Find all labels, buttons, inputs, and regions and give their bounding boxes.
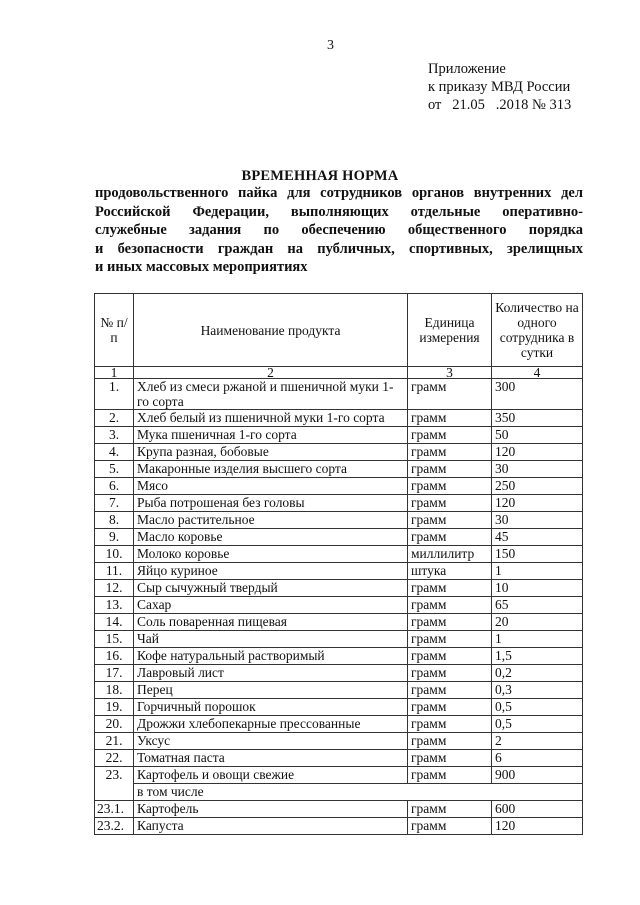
unit: грамм [408, 580, 492, 597]
product-name: Картофель и овощи свежие [134, 767, 408, 784]
including-row [95, 784, 583, 801]
product-name: Кофе натуральный растворимый [134, 648, 408, 665]
unit: грамм [408, 444, 492, 461]
quantity: 2 [492, 733, 583, 750]
product-name: Соль поваренная пищевая [134, 614, 408, 631]
unit: грамм [408, 529, 492, 546]
row-num: 13. [95, 597, 134, 614]
product-name: Томатная паста [134, 750, 408, 767]
table-row [95, 444, 583, 461]
row-num: 23. [95, 767, 134, 801]
column-index-row [95, 367, 583, 379]
appendix-line-2: к приказу МВД России [428, 79, 571, 95]
product-name: Картофель [134, 801, 408, 818]
unit: миллилитр [408, 546, 492, 563]
index-cell: 3 [408, 367, 492, 379]
table-row [95, 648, 583, 665]
table-row [95, 495, 583, 512]
product-name: Перец [134, 682, 408, 699]
index-cell: 1 [95, 367, 134, 379]
product-name: Хлеб из смеси ржаной и пшеничной муки 1-го сорта [134, 379, 408, 410]
table-row [95, 461, 583, 478]
row-num: 15. [95, 631, 134, 648]
product-name: Сыр сычужный твердый [134, 580, 408, 597]
product-name: Чай [134, 631, 408, 648]
table-row [95, 631, 583, 648]
header-qty: Количество на одного сотрудника в сутки [492, 294, 583, 367]
quantity: 0,3 [492, 682, 583, 699]
table-header-row [95, 294, 583, 367]
product-name: Макаронные изделия высшего сорта [134, 461, 408, 478]
ration-norm-table [94, 293, 583, 835]
unit: грамм [408, 733, 492, 750]
product-name: Лавровый лист [134, 665, 408, 682]
row-num: 10. [95, 546, 134, 563]
quantity: 350 [492, 410, 583, 427]
quantity: 1 [492, 631, 583, 648]
page-number: 3 [327, 38, 334, 53]
row-num: 12. [95, 580, 134, 597]
product-name: Дрожжи хлебопекарные прессованные [134, 716, 408, 733]
row-num: 18. [95, 682, 134, 699]
table-row [95, 699, 583, 716]
header-num: № п/п [95, 294, 134, 367]
quantity: 150 [492, 546, 583, 563]
subtitle-line: Российской Федерации, выполняющих отдельные оперативно- [95, 203, 583, 220]
table-row [95, 379, 583, 410]
table-row [95, 512, 583, 529]
quantity: 1,5 [492, 648, 583, 665]
unit: грамм [408, 512, 492, 529]
row-num: 20. [95, 716, 134, 733]
table-row [95, 801, 583, 818]
unit: штука [408, 563, 492, 580]
unit: грамм [408, 699, 492, 716]
unit: грамм [408, 614, 492, 631]
appendix-line-3: от 21.05 .2018 № 313 [428, 97, 572, 113]
table-row [95, 682, 583, 699]
row-num: 6. [95, 478, 134, 495]
product-name: Хлеб белый из пшеничной муки 1-го сорта [134, 410, 408, 427]
unit: грамм [408, 801, 492, 818]
subtitle-line: и иных массовых мероприятиях [95, 259, 308, 275]
table-row [95, 529, 583, 546]
product-name: Сахар [134, 597, 408, 614]
product-name: Капуста [134, 818, 408, 835]
table-row [95, 580, 583, 597]
row-num: 23.1. [95, 801, 134, 818]
table-row [95, 665, 583, 682]
unit: грамм [408, 682, 492, 699]
row-num: 11. [95, 563, 134, 580]
row-num: 2. [95, 410, 134, 427]
product-name: Крупа разная, бобовые [134, 444, 408, 461]
quantity: 50 [492, 427, 583, 444]
row-num: 14. [95, 614, 134, 631]
quantity: 0,2 [492, 665, 583, 682]
product-name: Рыба потрошеная без головы [134, 495, 408, 512]
table-row [95, 546, 583, 563]
appendix-block [428, 60, 571, 114]
table-row [95, 733, 583, 750]
quantity: 300 [492, 379, 583, 410]
table-row [95, 410, 583, 427]
quantity: 10 [492, 580, 583, 597]
document-title: ВРЕМЕННАЯ НОРМА [241, 168, 399, 184]
unit: грамм [408, 410, 492, 427]
unit: грамм [408, 648, 492, 665]
row-num: 1. [95, 379, 134, 410]
row-num: 3. [95, 427, 134, 444]
unit: грамм [408, 495, 492, 512]
unit: грамм [408, 665, 492, 682]
row-num: 23.2. [95, 818, 134, 835]
row-num: 4. [95, 444, 134, 461]
index-cell: 2 [134, 367, 408, 379]
table-row [95, 427, 583, 444]
product-name: Масло коровье [134, 529, 408, 546]
subtitle-line: продовольственного пайка для сотрудников органов внутренних дел [95, 185, 583, 201]
index-cell: 4 [492, 367, 583, 379]
row-num: 16. [95, 648, 134, 665]
unit: грамм [408, 631, 492, 648]
quantity: 250 [492, 478, 583, 495]
unit: грамм [408, 379, 492, 410]
quantity: 120 [492, 818, 583, 835]
unit: грамм [408, 818, 492, 835]
appendix-line-1: Приложение [428, 61, 506, 77]
row-num: 9. [95, 529, 134, 546]
product-name: Масло растительное [134, 512, 408, 529]
row-num: 19. [95, 699, 134, 716]
table-row [95, 750, 583, 767]
product-name: Горчичный порошок [134, 699, 408, 716]
quantity: 900 [492, 767, 583, 784]
quantity: 1 [492, 563, 583, 580]
unit: грамм [408, 597, 492, 614]
quantity: 45 [492, 529, 583, 546]
quantity: 600 [492, 801, 583, 818]
quantity: 0,5 [492, 716, 583, 733]
unit: грамм [408, 750, 492, 767]
quantity: 120 [492, 444, 583, 461]
unit: грамм [408, 427, 492, 444]
row-num: 5. [95, 461, 134, 478]
quantity: 65 [492, 597, 583, 614]
unit: грамм [408, 461, 492, 478]
table-row [95, 716, 583, 733]
table-row [95, 818, 583, 835]
row-num: 22. [95, 750, 134, 767]
unit: грамм [408, 767, 492, 784]
product-name: Яйцо куриное [134, 563, 408, 580]
including-label: в том числе [134, 784, 583, 801]
header-unit: Единица измерения [408, 294, 492, 367]
row-num: 17. [95, 665, 134, 682]
quantity: 0,5 [492, 699, 583, 716]
product-name: Молоко коровье [134, 546, 408, 563]
quantity: 20 [492, 614, 583, 631]
product-name: Уксус [134, 733, 408, 750]
document-subtitle [95, 184, 583, 277]
header-name: Наименование продукта [134, 294, 408, 367]
unit: грамм [408, 478, 492, 495]
quantity: 6 [492, 750, 583, 767]
product-name: Мясо [134, 478, 408, 495]
row-num: 7. [95, 495, 134, 512]
table-row [95, 614, 583, 631]
quantity: 30 [492, 461, 583, 478]
subtitle-line: и безопасности граждан на публичных, спортивных, зрелищных [95, 240, 583, 257]
table-row [95, 563, 583, 580]
quantity: 30 [492, 512, 583, 529]
row-num: 8. [95, 512, 134, 529]
row-num: 21. [95, 733, 134, 750]
table-row [95, 597, 583, 614]
table-row [95, 767, 583, 784]
product-name: Мука пшеничная 1-го сорта [134, 427, 408, 444]
quantity: 120 [492, 495, 583, 512]
unit: грамм [408, 716, 492, 733]
subtitle-line: служебные задания по обеспечению общественного порядка [95, 222, 583, 238]
table-row [95, 478, 583, 495]
